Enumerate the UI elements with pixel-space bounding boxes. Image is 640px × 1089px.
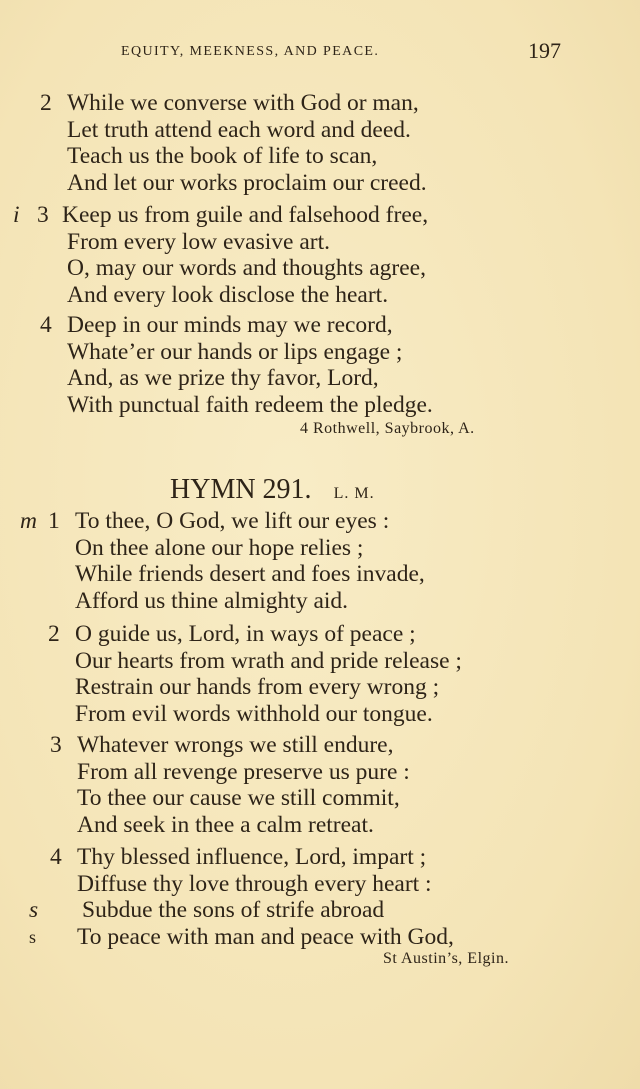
verse-line: And let our works proclaim our creed. — [67, 169, 427, 196]
stanza-4 — [29, 844, 454, 950]
verse-line: O, may our words and thoughts agree, — [67, 255, 426, 282]
verse-line: From every low evasive art. — [67, 228, 330, 255]
verse-number: 2 — [40, 90, 52, 116]
dynamic-mark: m — [20, 508, 37, 534]
verse-line — [29, 923, 454, 951]
verse-line-text: Subdue the sons of strife abroad — [82, 897, 385, 924]
stanza-prev-4 — [40, 312, 433, 418]
verse-line-text: To peace with man and peace with God, — [77, 923, 454, 950]
verse-line: Keep us from guile and falsehood free, — [62, 202, 429, 228]
verse-line: Teach us the book of life to scan, — [67, 143, 378, 170]
verse-line: From evil words withhold our tongue. — [75, 700, 433, 727]
verse-number: 3 — [50, 732, 62, 758]
verse-line: While we converse with God or man, — [67, 90, 419, 116]
dynamic-mark: s — [29, 897, 39, 924]
verse-number: 3 — [37, 202, 49, 228]
stanza-prev-3 — [13, 202, 433, 308]
verse-line: Let truth attend each word and deed. — [67, 116, 411, 143]
verse-line: And seek in thee a calm retreat. — [77, 811, 374, 838]
dynamic-mark: s — [29, 926, 37, 947]
tune-attribution: St Austin’s, Elgin. — [383, 950, 509, 967]
hymn-number: HYMN 291. — [170, 474, 312, 505]
verse-line: Diffuse thy love through every heart : — [77, 870, 432, 897]
verse-line: From all revenge preserve us pure : — [77, 758, 410, 785]
verse-line: To thee our cause we still commit, — [77, 785, 400, 812]
verse-line: And, as we prize thy favor, Lord, — [67, 365, 379, 392]
verse-line: Deep in our minds may we record, — [67, 312, 393, 338]
verse-line: Whate’er our hands or lips engage ; — [67, 338, 403, 365]
verse-line: Afford us thine almighty aid. — [75, 587, 349, 614]
hymn-meter: L. M. — [333, 485, 375, 502]
verse-number: 2 — [48, 621, 60, 647]
verse-line — [29, 897, 459, 924]
verse-line: On thee alone our hope relies ; — [75, 534, 364, 561]
verse-line: O guide us, Lord, in ways of peace ; — [75, 621, 416, 647]
running-title: EQUITY, MEEKNESS, AND PEACE. — [121, 44, 380, 59]
verse-line: With punctual faith redeem the pledge. — [67, 391, 433, 418]
page-number: 197 — [528, 38, 561, 63]
stanza-3 — [50, 732, 410, 838]
verse-line: To thee, O God, we lift our eyes : — [75, 508, 390, 534]
verse-number: 4 — [50, 844, 62, 870]
verse-number: 4 — [40, 312, 52, 338]
tune-attribution: 4 Rothwell, Saybrook, A. — [300, 420, 475, 437]
verse-line: While friends desert and foes invade, — [75, 561, 425, 588]
verse-line: Whatever wrongs we still endure, — [77, 732, 394, 758]
stanza-prev-2 — [40, 90, 427, 196]
stanza-1 — [20, 508, 425, 614]
verse-line: Restrain our hands from every wrong ; — [75, 674, 440, 701]
hymn-title — [170, 474, 375, 506]
verse-line: Our hearts from wrath and pride release ; — [75, 647, 462, 674]
dynamic-mark: i — [13, 202, 20, 228]
verse-line: Thy blessed influence, Lord, impart ; — [77, 844, 427, 870]
verse-number: 1 — [48, 508, 60, 534]
verse-line: And every look disclose the heart. — [67, 281, 389, 308]
stanza-2 — [48, 621, 462, 727]
